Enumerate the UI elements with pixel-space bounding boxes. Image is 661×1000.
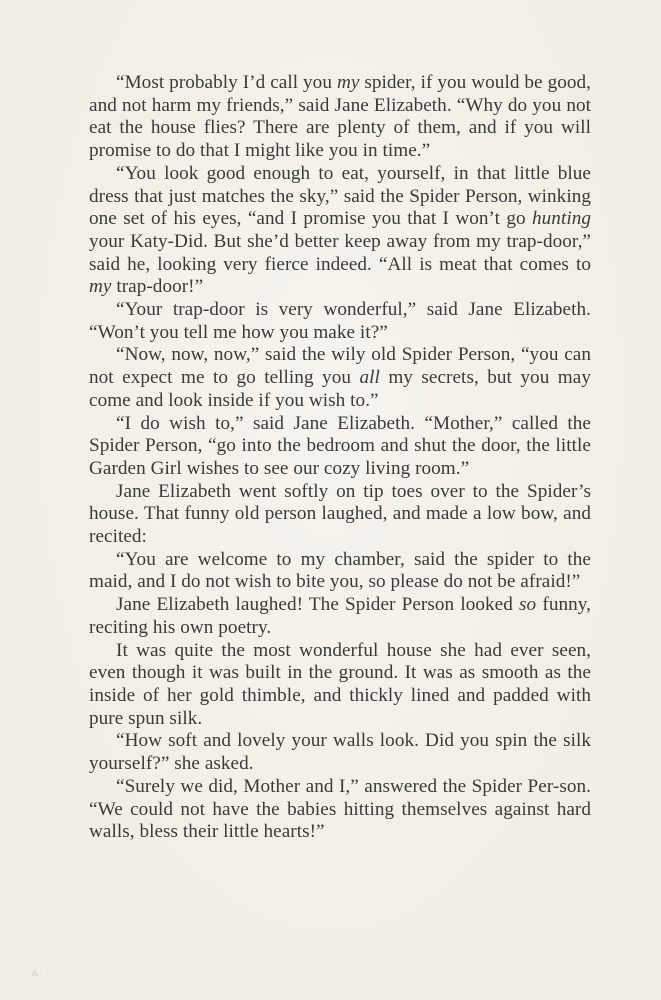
text-segment: “You look good enough to eat, yourself, in that little blue dress that just matches the sky,” said the Spider Person, winking one set of his eyes, “and I promise you that I won’t go: [89, 162, 591, 230]
italic-segment: my: [336, 72, 360, 93]
text-segment: It was quite the most wonderful house she had ever seen, even though it was built in the ground. It was as smooth as the inside of her gold thimble, and thickly lined and padded with pure spun silk.: [89, 639, 591, 729]
italic-segment: my: [89, 276, 112, 298]
text-segment: “Most probably I’d call you: [116, 72, 337, 93]
text-segment: trap-door!”: [111, 276, 204, 298]
text-segment: “How soft and lovely your walls look. Did you spin the silk yourself?” she asked.: [89, 730, 591, 775]
text-segment: spider, if you would be good, and not harm my friends,” said Jane Elizabeth. “Why do you not eat the house flies? There are plenty of them, and if you will promise to do that I might like you in time.”: [89, 72, 591, 162]
text-segment: “Now, now, now,” said the wily old Spider Person, “you can not expect me to go telling you: [89, 344, 591, 389]
paragraph-9: [89, 640, 591, 731]
text-segment: Jane Elizabeth laughed! The Spider Person looked: [116, 594, 520, 616]
body-text: [89, 72, 591, 844]
paragraph-3: [89, 299, 591, 344]
text-segment: your Katy-Did. But she’d better keep away from my trap-door,” said he, looking very fierce indeed. “All is meat that comes to: [89, 230, 591, 275]
text-segment: “Your trap-door is very wonderful,” said Jane Elizabeth. “Won’t you tell me how you make it?”: [89, 299, 591, 343]
text-segment: “Surely we did, Mother and I,” answered the Spider Per-son. “We could not have the babies hitting themselves against hard walls, bless their little hearts!”: [89, 775, 591, 843]
text-segment: my secrets, but you may come and look inside if you wish to.”: [89, 367, 591, 411]
paragraph-1: [89, 72, 591, 163]
text-segment: funny, reciting his own poetry.: [89, 594, 591, 638]
archive-stamp-mark: ⁂ ∙ ∙: [31, 971, 49, 978]
text-segment: “You are welcome to my chamber, said the spider to the maid, and I do not wish to bite you, so please do not be afraid!”: [89, 548, 591, 593]
paragraph-8: [89, 594, 591, 639]
italic-segment: so: [519, 594, 537, 616]
italic-segment: all: [359, 367, 380, 389]
text-segment: “I do wish to,” said Jane Elizabeth. “Mother,” called the Spider Person, “go into the bedroom and shut the door, the little Garden Girl wishes to see our cozy living room.”: [89, 412, 591, 479]
text-segment: Jane Elizabeth went softly on tip toes over to the Spider’s house. That funny old person laughed, and made a low bow, and recited:: [89, 480, 591, 548]
paragraph-10: [89, 730, 591, 775]
paragraph-5: [89, 413, 591, 481]
paragraph-7: [89, 549, 591, 594]
paragraph-2: [89, 163, 591, 299]
paragraph-11: [89, 776, 591, 844]
paragraph-6: [89, 481, 591, 549]
italic-segment: hunting: [532, 208, 591, 230]
paragraph-4: [89, 344, 591, 412]
